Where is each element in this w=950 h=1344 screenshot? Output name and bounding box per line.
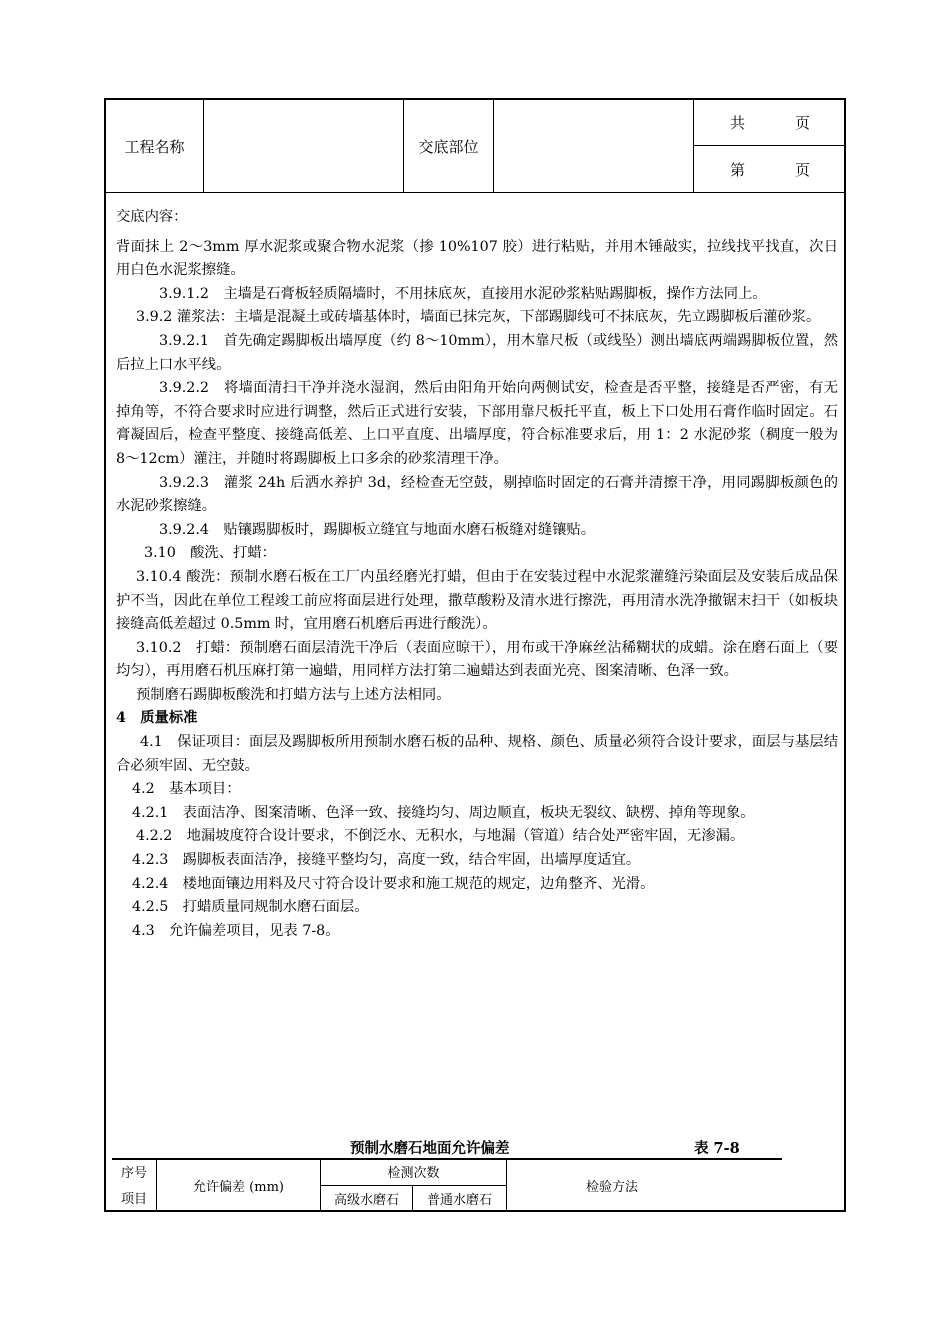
paragraph: 3.9.2.1 首先确定踢脚板出墙厚度（约 8～10mm），用木靠尺板（或线坠）测出墙底两端踢脚板位置，然后拉上口水平线。 bbox=[116, 332, 838, 373]
location-label: 交底部位 bbox=[404, 100, 494, 192]
disclosure-content bbox=[116, 206, 838, 943]
method-header: 检验方法 bbox=[585, 1179, 638, 1195]
tolerance-table bbox=[112, 1158, 782, 1212]
paragraph: 3.10 酸洗、打蜡： bbox=[144, 545, 276, 562]
high-grade-header: 高级水磨石 bbox=[333, 1192, 399, 1208]
paragraph: 3.9.2.4 贴镶踢脚板时，踢脚板立缝宜与地面水磨石板缝对缝镶贴。 bbox=[159, 521, 596, 538]
section-heading: 4 质量标准 bbox=[116, 710, 198, 727]
table-bottom-rule bbox=[112, 1210, 782, 1212]
project-name-field[interactable] bbox=[204, 100, 404, 192]
paragraph: 4.1 保证项目：面层及踢脚板所用预制水磨石板的品种、规格、颜色、质量必须符合设计要求，面层与基层结合必须牢固、无空鼓。 bbox=[116, 734, 838, 774]
paragraph: 背面抹上 2～3mm 厚水泥浆或聚合物水泥浆（掺 10%107 胶）进行粘贴，并用木锤敲实，拉线找平找直，次日用白色水泥浆擦缝。 bbox=[116, 238, 838, 279]
paragraph: 4.2.5 打蜡质量同规制水磨石面层。 bbox=[132, 899, 369, 916]
paragraph: 4.2.3 踢脚板表面洁净，接缝平整均匀，高度一致，结合牢固，出墙厚度适宜。 bbox=[132, 852, 641, 869]
page-count-cell bbox=[694, 100, 844, 192]
inspections-header: 检测次数 bbox=[387, 1165, 440, 1181]
paragraph: 4.3 允许偏差项目，见表 7-8。 bbox=[132, 922, 340, 939]
total-pages: 共 页 bbox=[694, 100, 844, 146]
allowance-header: 允许偏差 (mm) bbox=[193, 1179, 284, 1195]
table-title: 预制水磨石地面允许偏差 bbox=[350, 1140, 510, 1157]
paragraph: 3.9.2.2 将墙面清扫干净并浇水湿润，然后由阳角开始向两侧试安，检查是否平整，接缝是否严密，有无掉角等，不符合要求时应进行调整，然后正式进行安装，下部用靠尺板托平直，板上下口处用石膏作临时固定。石膏凝固后，检查平整度、接缝高低差、上口平直度、出墙厚度，符合标准要求后，用 1：2 水泥砂浆（稠度一般为 8～12cm）灌注，并随时将踢脚板上口多余的砂浆清理干净。 bbox=[116, 380, 838, 467]
paragraph: 3.9.2 灌浆法：主墙是混凝土或砖墙基体时，墙面已抹完灰，下部踢脚线可不抹底灰，先立踢脚板后灌砂浆。 bbox=[136, 309, 821, 326]
paragraph: 3.9.2.3 灌浆 24h 后洒水养护 3d，经检查无空鼓，剔掉临时固定的石膏并清擦干净，用同踢脚板颜色的水泥砂浆擦缝。 bbox=[116, 474, 838, 515]
normal-grade-header: 普通水磨石 bbox=[426, 1192, 492, 1208]
serial-header: 序号 bbox=[120, 1166, 147, 1181]
content-heading: 交底内容： bbox=[116, 209, 188, 225]
disclosure-form bbox=[104, 98, 846, 1212]
paragraph: 预制磨石踢脚板酸洗和打蜡方法与上述方法相同。 bbox=[136, 686, 451, 703]
table-number: 表 7-8 bbox=[694, 1140, 740, 1157]
project-name-label: 工程名称 bbox=[106, 100, 204, 192]
form-header bbox=[106, 100, 844, 193]
paragraph: 3.10.2 打蜡：预制磨石面层清洗干净后（表面应晾干），用布或干净麻丝沾稀糊状的成蜡。涂在磨石面上（要均匀），再用磨石机压麻打第一遍蜡，用同样方法打第二遍蜡达到表面光亮、图案清晰、色泽一致。 bbox=[116, 639, 838, 680]
paragraph: 4.2.4 楼地面镶边用料及尺寸符合设计要求和施工规范的规定，边角整齐、光滑。 bbox=[132, 875, 655, 892]
location-field[interactable] bbox=[494, 100, 694, 192]
paragraph: 4.2 基本项目： bbox=[132, 781, 241, 798]
paragraph: 3.10.4 酸洗：预制水磨石板在工厂内虽经磨光打蜡，但由于在安装过程中水泥浆灌缝污染面层及安装后成品保护不当，因此在单位工程竣工前应将面层进行处理，撒草酸粉及清水进行擦洗，再用清水洗净撤锯末扫干（如板块接缝高低差超过 0.5mm 时，宜用磨石机磨后再进行酸洗）。 bbox=[116, 568, 838, 633]
paragraph: 4.2.2 地漏坡度符合设计要求，不倒泛水、无积水，与地漏（管道）结合处严密牢固，无渗漏。 bbox=[136, 828, 745, 845]
paragraph: 4.2.1 表面洁净、图案清晰、色泽一致、接缝均匀、周边顺直，板块无裂纹、缺楞、掉角等现象。 bbox=[132, 804, 755, 821]
table-caption bbox=[106, 1135, 844, 1157]
paragraph: 3.9.1.2 主墙是石膏板轻质隔墙时，不用抹底灰，直接用水泥砂浆粘贴踢脚板，操作方法同上。 bbox=[159, 285, 767, 302]
item-header: 项目 bbox=[120, 1192, 147, 1207]
page-number: 第 页 bbox=[730, 160, 810, 179]
